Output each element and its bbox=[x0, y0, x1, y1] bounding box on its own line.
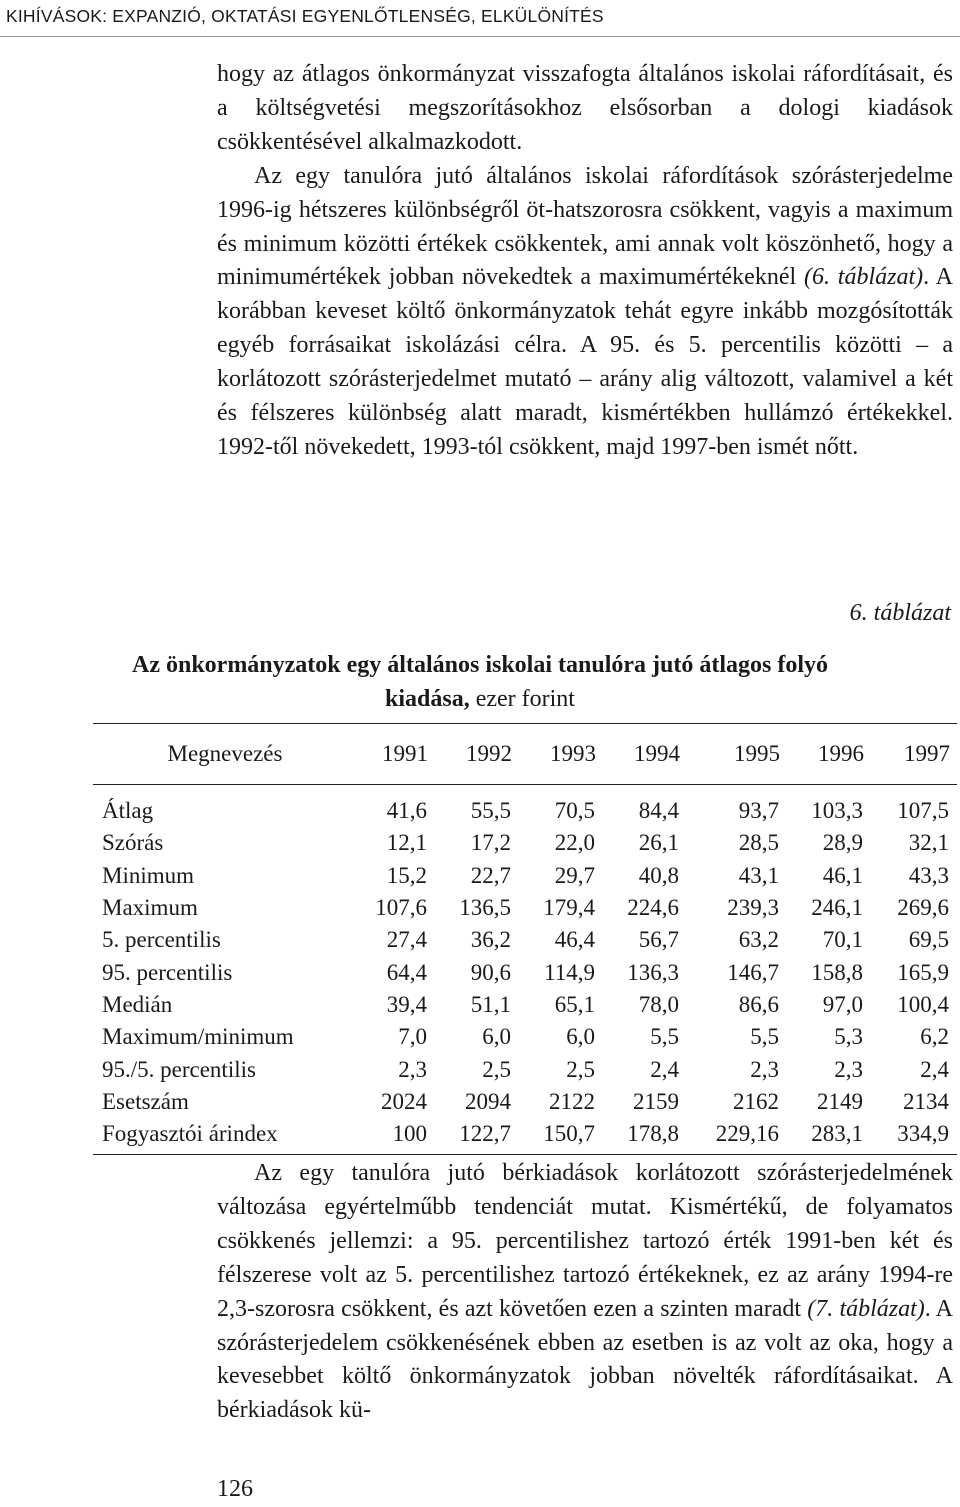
table-body bbox=[93, 785, 957, 1155]
table-title-bold: Az önkormányzatok egy általános iskolai tanulóra jutó átlagos folyó kiadása, bbox=[131, 652, 829, 712]
row-name-cell: Minimum bbox=[102, 862, 195, 888]
value-cell: 70,5 bbox=[554, 798, 595, 824]
value-cell: 136,5 bbox=[459, 895, 511, 921]
value-cell: 15,2 bbox=[386, 862, 427, 888]
value-cell: 7,0 bbox=[398, 1024, 427, 1050]
value-cell: 246,1 bbox=[811, 895, 863, 921]
value-cell: 2,3 bbox=[750, 1056, 779, 1082]
value-cell: 158,8 bbox=[811, 959, 863, 985]
value-cell: 103,3 bbox=[811, 798, 863, 824]
value-cell: 86,6 bbox=[738, 991, 779, 1017]
value-cell: 17,2 bbox=[470, 830, 511, 856]
value-cell: 2094 bbox=[465, 1088, 511, 1114]
value-cell: 56,7 bbox=[638, 927, 679, 953]
top-text-block bbox=[217, 58, 953, 465]
row-name-cell: Maximum/minimum bbox=[102, 1024, 294, 1050]
header-year-cell: 1996 bbox=[787, 724, 871, 785]
table-row bbox=[93, 1053, 957, 1085]
value-cell: 78,0 bbox=[638, 991, 679, 1017]
row-name-cell: Szórás bbox=[102, 830, 164, 856]
value-cell: 69,5 bbox=[908, 927, 949, 953]
value-cell: 269,6 bbox=[897, 895, 949, 921]
value-cell: 46,1 bbox=[822, 862, 863, 888]
value-cell: 28,9 bbox=[822, 830, 863, 856]
header-year-cell: 1993 bbox=[519, 724, 603, 785]
value-cell: 5,5 bbox=[750, 1024, 779, 1050]
value-cell: 6,2 bbox=[920, 1024, 949, 1050]
wage-paragraph bbox=[217, 1157, 953, 1428]
table-title bbox=[100, 648, 860, 716]
value-cell: 2,5 bbox=[482, 1056, 511, 1082]
value-cell: 29,7 bbox=[554, 862, 595, 888]
value-cell: 107,5 bbox=[897, 798, 949, 824]
value-cell: 65,1 bbox=[554, 991, 595, 1017]
page-number: 126 bbox=[217, 1476, 253, 1502]
value-cell: 22,0 bbox=[554, 830, 595, 856]
expenditure-table bbox=[93, 723, 957, 1155]
value-cell: 150,7 bbox=[519, 1118, 603, 1155]
value-cell: 283,1 bbox=[787, 1118, 871, 1155]
value-cell: 2,4 bbox=[650, 1056, 679, 1082]
table-header-row bbox=[93, 724, 957, 785]
value-cell: 28,5 bbox=[738, 830, 779, 856]
table-row bbox=[93, 1086, 957, 1118]
value-cell: 229,16 bbox=[687, 1118, 787, 1155]
value-cell: 84,4 bbox=[638, 798, 679, 824]
row-name-cell: Átlag bbox=[102, 798, 154, 824]
table-7-reference: (7. táblázat) bbox=[807, 1295, 925, 1322]
row-name-cell: 5. percentilis bbox=[102, 927, 221, 953]
value-cell: 97,0 bbox=[822, 991, 863, 1017]
value-cell: 6,0 bbox=[482, 1024, 511, 1050]
value-cell: 100,4 bbox=[897, 991, 949, 1017]
value-cell: 2024 bbox=[381, 1088, 427, 1114]
value-cell: 2134 bbox=[903, 1088, 949, 1114]
header-year-cell: 1994 bbox=[603, 724, 687, 785]
table-row bbox=[93, 1118, 957, 1155]
spread-paragraph bbox=[217, 160, 953, 465]
wage-paragraph-continuation: . A szórásterjedelem csökkenésének ebben az esetben is az volt az oka, hogy a kevesebbet költő önkormányzatok jobban növelték ráfordításaikat. A bérkiadások kü- bbox=[217, 1295, 953, 1424]
value-cell: 22,7 bbox=[470, 862, 511, 888]
table-row bbox=[93, 860, 957, 892]
table-row bbox=[93, 924, 957, 956]
value-cell: 2159 bbox=[633, 1088, 679, 1114]
value-cell: 46,4 bbox=[554, 927, 595, 953]
value-cell: 2149 bbox=[817, 1088, 863, 1114]
running-title: KIHÍVÁSOK: EXPANZIÓ, OKTATÁSI EGYENLŐTLENSÉG, ELKÜLÖNÍTÉS bbox=[6, 6, 604, 26]
value-cell: 114,9 bbox=[544, 959, 595, 985]
header-name-cell: Megnevezés bbox=[93, 724, 357, 785]
table-row bbox=[93, 785, 957, 828]
table-number-label: 6. táblázat bbox=[849, 600, 951, 626]
table-row bbox=[93, 1021, 957, 1053]
value-cell: 90,6 bbox=[470, 959, 511, 985]
header-year-cell: 1995 bbox=[687, 724, 787, 785]
value-cell: 5,5 bbox=[650, 1024, 679, 1050]
value-cell: 224,6 bbox=[627, 895, 679, 921]
value-cell: 51,1 bbox=[470, 991, 511, 1017]
row-name-cell: 95./5. percentilis bbox=[102, 1056, 256, 1082]
spread-paragraph-continuation: . A korábban keveset költő önkormányzatok tehát egyre inkább mozgósították egyéb forrásaikat iskolázási célra. A 95. és 5. percentilis közötti – a korlátozott szórásterjedelmet mutató – arány alig változott, valamivel a két és félszeres különbség alatt maradt, kismértékben hullámzó értékekkel. 1992-től növekedett, 1993-tól csökkent, majd 1997-ben ismét nőtt. bbox=[217, 264, 953, 460]
value-cell: 63,2 bbox=[738, 927, 779, 953]
value-cell: 39,4 bbox=[386, 991, 427, 1017]
value-cell: 107,6 bbox=[375, 895, 427, 921]
row-name-cell: Esetszám bbox=[102, 1088, 189, 1114]
value-cell: 26,1 bbox=[638, 830, 679, 856]
header-year-cell: 1991 bbox=[357, 724, 435, 785]
running-header bbox=[0, 0, 960, 37]
row-name-cell: Fogyasztói árindex bbox=[93, 1118, 357, 1155]
table-6-reference: (6. táblázat) bbox=[803, 264, 924, 291]
value-cell: 2,3 bbox=[834, 1056, 863, 1082]
value-cell: 12,1 bbox=[386, 830, 427, 856]
header-year-cell: 1992 bbox=[435, 724, 519, 785]
value-cell: 2,3 bbox=[398, 1056, 427, 1082]
row-name-cell: Medián bbox=[102, 991, 173, 1017]
value-cell: 93,7 bbox=[738, 798, 779, 824]
value-cell: 64,4 bbox=[386, 959, 427, 985]
value-cell: 5,3 bbox=[834, 1024, 863, 1050]
spread-paragraph-text: Az egy tanulóra jutó általános iskolai ráfordítások szórásterjedelme 1996-ig hétszeres különbségről öt-hatszorosra csökkent, vagyis a maximum és minimum közötti értékek csökkentek, ami annak volt köszönhető, hogy a minimumértékek jobban növekedtek a maximumértékeknél bbox=[217, 162, 953, 291]
table-row bbox=[93, 827, 957, 859]
header-year-cell: 1997 bbox=[871, 724, 957, 785]
value-cell: 146,7 bbox=[727, 959, 779, 985]
wage-paragraph-text: Az egy tanulóra jutó bérkiadások korlátozott szórásterjedelmének változása egyértelműbb tendenciát mutat. Kismértékű, de folyamatos csökkenés jellemzi: a 95. percentilishez tartozó érték 1991-ben két és félszerese volt az 5. percentilishez tartozó értékeknek, ez az arány 1994-re 2,3-szorosra csökkent, és azt követően ezen a szinten maradt bbox=[217, 1160, 953, 1322]
value-cell: 334,9 bbox=[871, 1118, 957, 1155]
bottom-text-block bbox=[217, 1157, 953, 1428]
value-cell: 178,8 bbox=[603, 1118, 687, 1155]
value-cell: 2122 bbox=[549, 1088, 595, 1114]
table-row bbox=[93, 892, 957, 924]
value-cell: 43,3 bbox=[908, 862, 949, 888]
value-cell: 55,5 bbox=[470, 798, 511, 824]
table-row bbox=[93, 956, 957, 988]
value-cell: 179,4 bbox=[543, 895, 595, 921]
value-cell: 122,7 bbox=[435, 1118, 519, 1155]
value-cell: 165,9 bbox=[897, 959, 949, 985]
value-cell: 136,3 bbox=[627, 959, 679, 985]
table-row bbox=[93, 989, 957, 1021]
value-cell: 239,3 bbox=[727, 895, 779, 921]
row-name-cell: Maximum bbox=[102, 895, 198, 921]
value-cell: 70,1 bbox=[822, 927, 863, 953]
value-cell: 41,6 bbox=[386, 798, 427, 824]
value-cell: 36,2 bbox=[470, 927, 511, 953]
value-cell: 43,1 bbox=[738, 862, 779, 888]
value-cell: 32,1 bbox=[908, 830, 949, 856]
value-cell: 27,4 bbox=[386, 927, 427, 953]
value-cell: 40,8 bbox=[638, 862, 679, 888]
continuation-paragraph: hogy az átlagos önkormányzat visszafogta általános iskolai ráfordításait, és a költségvetési megszorításokhoz elsősorban a dologi kiadások csökkentésével alkalmazkodott. bbox=[217, 61, 953, 155]
value-cell: 6,0 bbox=[566, 1024, 595, 1050]
value-cell: 100 bbox=[357, 1118, 435, 1155]
value-cell: 2,4 bbox=[920, 1056, 949, 1082]
table-title-unit: ezer forint bbox=[469, 686, 575, 712]
value-cell: 2162 bbox=[733, 1088, 779, 1114]
value-cell: 2,5 bbox=[566, 1056, 595, 1082]
row-name-cell: 95. percentilis bbox=[102, 959, 233, 985]
